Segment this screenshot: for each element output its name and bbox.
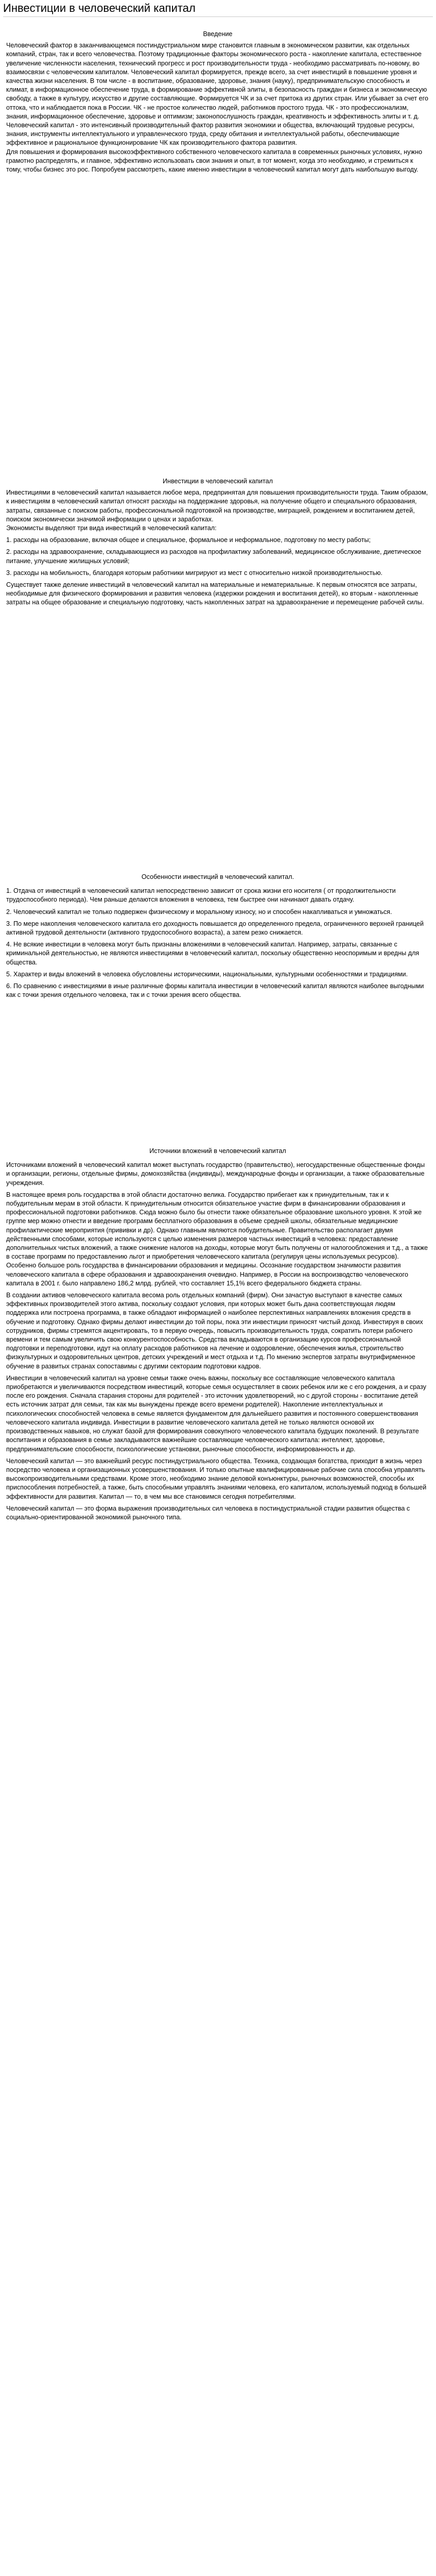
- list-item: 4. Не всякие инвестиции в человека могут быть признаны вложениями в человеческий капитал. Например, затраты, связанные с криминальной деятельностью, не являются инвестициями в человеческий капитал, поскольку общественно неоспоримым и вредны для общества.: [6, 941, 420, 966]
- intro-section: [6, 30, 429, 174]
- list-item: 1. расходы на образование, включая общее и специальное, формальное и неформальное, подготовку по месту работы;: [6, 536, 371, 544]
- list-item: 2. расходы на здравоохранение, складывающиеся из расходов на профилактику заболеваний, медицинское обслуживание, диетическое питание, улучшение жилищных условий;: [6, 548, 422, 565]
- list-item: 3. По мере накопления человеческого капитала его доходность повышается до определенного предела, ограниченного верхней границей активной трудовой деятельности (активного трудоспособного возраста), а затем резко снижается.: [6, 920, 424, 937]
- investments-paragraph: Инвестициями в человеческий капитал называется любое мера, предпринятая для повышения производительности труда. Таким образом, к инвестициям в человеческий капитал относят расходы на поддержание здоровья, на получение общего и специального образования, затраты, связанные с поиском работы, профессиональной подготовкой на производстве, миграцией, рождением и воспитанием детей, поиском экономически значимой информации о ценах и заработках.: [6, 489, 428, 523]
- list-item: 6. По сравнению с инвестициями в иные различные формы капитала инвестиции в человеческий капитал являются наиболее выгодными как с точки зрения отдельного человека, так и с точки зрения всего общества.: [6, 982, 424, 999]
- sources-paragraph: Инвестиции в человеческий капитал на уровне семьи также очень важны, поскольку все составляющие человеческого капитала приобретаются и увеличиваются посредством инвестиций, которые семья осуществляет в своих ребенок или же с его рождения, а и сразу после его рождения. Сначала старания стороны для родителей - это источник удовлетворений, но с другой стороны - воспитание детей есть источник затрат для семьи, так как мы вынуждены прежде всего времени родителей). Накопление интеллектуальных и психологических способностей человека в семье является фундаментом для дальнейшего развития и постоянного совершенствования человеческого капитала индивида. Инвестиции в развитие человеческого капитала детей не только являются основой их производственных навыков, но служат базой для формирования совокупного человеческого капитала будущих поколений. В результате воспитания и образования в семье закладываются важнейшие составляющие человеческого капитала: интеллект, здоровье, предпринимательские способности, психологические установки, рыночные способности, информированность и др.: [6, 1374, 427, 1453]
- investments-section: [6, 477, 429, 607]
- list-item: 1. Отдача от инвестиций в человеческий капитал непосредственно зависит от срока жизни его носителя ( от продолжительности трудоспособного периода). Чем раньше делаются вложения в человека, тем быстрее они начинают давать отдачу.: [6, 887, 396, 904]
- investment-types-list: [6, 536, 429, 578]
- sources-paragraph: В настоящее время роль государства в этой области достаточно велика. Государство прибегает как к принудительным, так и к побудительным мерам в этой области. К принудительным относится обязательное участие фирм в финансировании образования и профессиональной подготовки работников. Сюда можно было бы отнести также обязательное образование школьного уровня. К этой же группе мер можно отнести и введение программ бесплатного образования в объеме средней школы, обязательные медицинские профилактические мероприятия (прививки и др). Однако главным являются побудительные. Правительство располагает двумя действенными способами, которые используются с целью изменения размеров частных инвестиций в человека: предоставление дополнительных чистых вложений, а также снижение налогов на доходы, которые могут быть получены от налогообложения и т.д., а также в составе программ по предоставлению льгот и приобретения человеческого капитала (регулируя цены используемых ресурсов). Особенно большое роль государства в финансировании образования и медицины. Осознание государством значимости развития человеческого капитала в сфере образования и здравоохранения очевидно. Например, в России на воспроизводство человеческого капитала в 2001 г. было направлено 186,2 млрд. рублей, что составляет 15,1% всего федерального бюджета страны.: [6, 1191, 428, 1287]
- sources-paragraph: Человеческий капитал — это важнейший ресурс постиндустриального общества. Техника, создающая богатства, приходит в жизнь через посредство человека и организационных усовершенствования. И только опытные квалифицированные рабочие сила способна управлять высокопроизводительными средствами. Кроме этого, необходимо знание деловой конъюнктуры, рыночных возможностей, способы их приспособления потребностей, а также, быть способными управлять знаниями человека, его капиталом, используемый подход в большей эффективности для развития. Капитал — то, в чем мы все становимся сегодня потребителями.: [6, 1457, 427, 1500]
- sources-section: [6, 1147, 429, 1522]
- features-section: [6, 873, 429, 1003]
- title-divider: [3, 16, 433, 17]
- sources-heading: Источники вложений в человеческий капитал: [149, 1147, 286, 1155]
- sources-paragraph: Человеческий капитал — это форма выражения производительных сил человека в постиндустриальной стадии развития общества с социально-ориентированной экономикой рыночного типа.: [6, 1504, 410, 1521]
- list-item: 5. Характер и виды вложений в человека обусловлены историческими, национальными, культурными особенностями и традициями.: [6, 970, 408, 978]
- investments-paragraph: Существует также деление инвестиций в человеческий капитал на материальные и нематериальные. К первым относятся все затраты, необходимые для физического формирования и развития человека (издержки рождения и воспитания детей), ко вторым - накопленные затраты на общее образование и специальную подготовку, часть накопленных затрат на здравоохранение и перемещение рабочей силы.: [6, 581, 424, 606]
- list-item: 3. расходы на мобильность, благодаря которым работники мигрируют из мест с относительно низкой производительностью.: [6, 569, 383, 577]
- intro-heading: Введение: [203, 30, 233, 38]
- list-item: 2. Человеческий капитал не только подвержен физическому и моральному износу, но и способен накапливаться и умножаться.: [6, 908, 392, 916]
- document-title: Инвестиции в человеческий капитал: [3, 2, 196, 14]
- intro-paragraph: Для повышения и формирования высокоэффективного собственного человеческого капитала в современных рыночных условиях, нужно грамотно распределять, и главное, эффективно использовать свои знания и опыт, в тот момент, когда это необходимо, и стремиться к тому, чтобы бизнес это рос. Попробуем рассмотреть, какие именно инвестиции в человеческий капитал могут дать наибольшую выгоду.: [6, 148, 423, 174]
- features-list: [6, 887, 429, 999]
- features-heading: Особенности инвестиций в человеческий капитал.: [141, 873, 294, 880]
- sources-paragraph: В создании активов человеческого капитала весома роль отдельных компаний (фирм). Они зачастую выступают в качестве самых эффективных производителей этого актива, поскольку создают условия, при которых может быть дана соответствующая людям поддержка или построена программа, в также обладают информацией о наиболее перспективных направлениях вложения средств в обучение и подготовку. Однако фирмы делают инвестиции до той поры, пока эти инвестиции приносят чистый доход. Инвестируя в своих сотрудников, фирмы стремятся акцентировать, то в первую очередь, повысить производительность труда, сократить потери рабочего времени и тем самым увеличить свою конкурентоспособность. Средства вкладываются в организацию курсов профессиональной подготовки и переподготовки, идут на оплату расходов работников на лечение и оздоровление, обеспечения жилья, строительство физкультурных и оздоровительных центров, детских учреждений и мест отдыха и т.д. По мнению экспертов затраты внутрифирменное обучение в развитых странах сопоставимы с другими сектораим подготовки кадров.: [6, 1292, 423, 1370]
- intro-paragraph: Человеческий капитал - это интенсивный производительный фактор развития экономики и общества, включающий трудовые ресурсы, знания, инструменты интеллектуального и управленческого труда, среду обитания и интеллектуальной работы, обеспечивающие эффективное и рациональное функционирование ЧК как производительного фактора развития.: [6, 122, 414, 147]
- investments-heading: Инвестиции в человеческий капитал: [163, 478, 273, 485]
- sources-paragraph: Источниками вложений в человеческий капитал может выступать государство (правительство), негосударственные общественные фонды и организации, регионы, отдельные фирмы, домохозяйства (индивиды), международные фонды и организации, а также образовательные учреждения.: [6, 1161, 425, 1187]
- intro-paragraph: Человеческий фактор в заканчивающемся постиндустриальном мире становится главным в экономическом развитии, как отдельных компаний, стран, так и всего человечества. Поэтому традиционные факторы экономического роста - накопление капитала, естественное увеличение численности населения, технический прогресс и рост производительности труда - необходимо рассматривать по-новому, во взаимосвязи с человеческим капиталом. Человеческий капитал формируется, прежде всего, за счет инвестиций в повышение уровня и качества жизни населения. В том числе - в воспитание, образование, здоровье, знания (науку), предпринимательскую способность и климат, в информационное обеспечение труда, в формирование эффективной элиты, в безопасность граждан и бизнеса и экономическую свободу, а также в культуру, искусство и другие составляющие. Формируется ЧК и за счет притока из других стран. Или убывает за счет его оттока, что и наблюдается пока в России. ЧК - не простое количество людей, работников простого труда. ЧК - это профессионализм, знания, информационное обеспечение, здоровье и оптимизм; законопослушность граждан, креативность и эффективность элиты и т. д.: [6, 42, 428, 120]
- investments-paragraph: Экономисты выделяют три вида инвестиций в человеческий капитал:: [6, 524, 217, 532]
